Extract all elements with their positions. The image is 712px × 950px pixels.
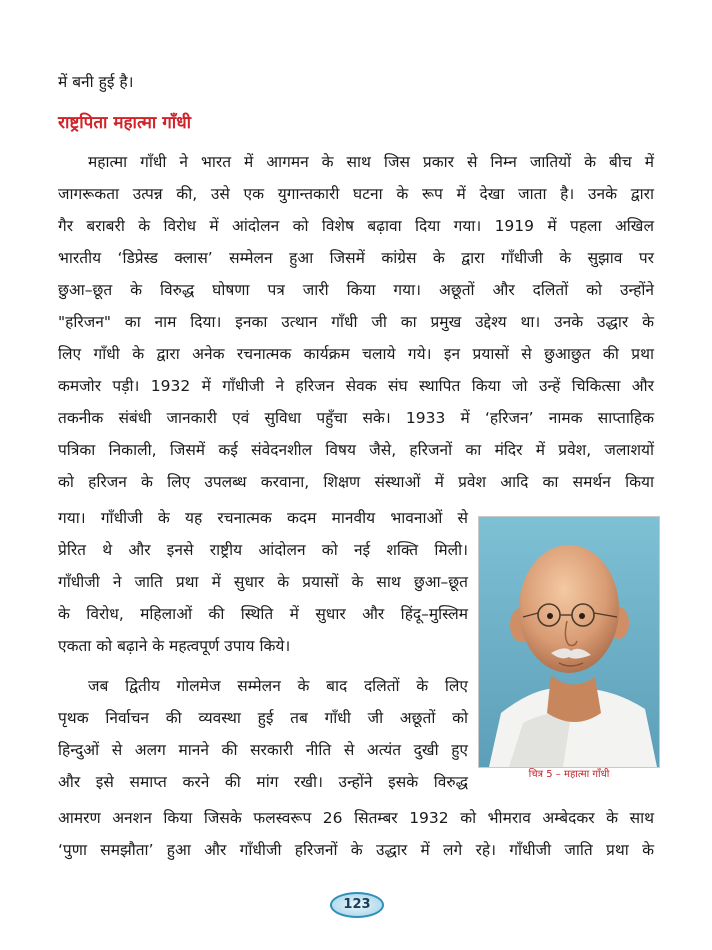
para2-line-5: आमरण अनशन किया जिसके फलस्वरूप 26 सितम्बर 1932 को भीमराव अम्बेदकर के साथ [58, 809, 654, 827]
intro-line: में बनी हुई है। [58, 73, 134, 91]
para2-line-4: और इसे समाप्त करने की मांग रखी। उन्होंने इसके विरुद्ध [58, 773, 468, 791]
para1-line-4: भारतीय ‘डिप्रेस्ड क्लास’ सम्मेलन हुआ जिसमें कांग्रेस के द्वारा गाँधीजी के सुझाव पर [58, 249, 654, 267]
page-number: 123 [343, 897, 371, 912]
para1-line-9: तकनीक संबंधी जानकारी एवं सुविधा पहुँचा सके। 1933 में ‘हरिजन’ नामक साप्ताहिक [58, 409, 654, 427]
gandhi-portrait-illustration [479, 517, 659, 767]
para1-line-7: लिए गाँधी के द्वारा अनेक रचनात्मक कार्यक्रम चलाये गये। इन प्रयासों से छुआछुत की प्रथा [58, 345, 654, 363]
para1-line-2: जागरूकता उत्पन्न की, उसे एक युगान्तकारी घटना के रूप में देखा जाता है। उनके द्वारा [58, 185, 654, 203]
para1-line-12: गया। गाँधीजी के यह रचनात्मक कदम मानवीय भावनाओं से [58, 509, 468, 527]
para1-line-5: छुआ–छूत के विरुद्ध घोषणा पत्र जारी किया गया। अछूतों और दलितों को उन्होंने [58, 281, 654, 299]
para1-line-3: गैर बराबरी के विरोध में आंदोलन को विशेष बढ़ावा दिया गया। 1919 में पहला अखिल [58, 217, 654, 235]
para2-line-1: जब द्वितीय गोलमेज सम्मेलन के बाद दलितों के लिए [88, 677, 468, 695]
para1-line-14: गाँधीजी ने जाति प्रथा में सुधार के प्रयासों के साथ छुआ–छूत [58, 573, 468, 591]
para2-line-6: ‘पुणा समझौता’ हुआ और गाँधीजी हरिजनों के उद्धार में लगे रहे। गाँधीजी जाति प्रथा के [58, 841, 654, 859]
para1-line-1: महात्मा गाँधी ने भारत में आगमन के साथ जिस प्रकार से निम्न जातियों के बीच में [88, 153, 654, 171]
para1-line-6: "हरिजन" का नाम दिया। इनका उत्थान गाँधी जी का प्रमुख उद्देश्य था। उनके उद्धार के [58, 313, 654, 331]
para1-line-13: प्रेरित थे और इनसे राष्ट्रीय आंदोलन को नई शक्ति मिली। [58, 541, 468, 559]
para2-line-3: हिन्दुओं से अलग मानने की सरकारी नीति से अत्यंत दुखी हुए [58, 741, 468, 759]
para1-line-15: के विरोध, महिलाओं की स्थिति में सुधार और हिंदू–मुस्लिम [58, 605, 468, 623]
para1-line-8: कमजोर पड़ी। 1932 में गाँधीजी ने हरिजन सेवक संघ स्थापित किया जो उन्हें चिकित्सा और [58, 377, 654, 395]
gandhi-portrait [478, 516, 660, 768]
para2-line-2: पृथक निर्वाचन की व्यवस्था हुई तब गाँधी जी अछूतों को [58, 709, 468, 727]
section-heading: राष्ट्रपिता महात्मा गाँधी [58, 113, 192, 133]
para1-line-10: पत्रिका निकाली, जिसमें कई संवेदनशील विषय जैसे, हरिजनों का मंदिर में प्रवेश, जलाशयों [58, 441, 654, 459]
page-number-badge [330, 892, 384, 918]
para1-line-16: एकता को बढ़ाने के महत्वपूर्ण उपाय किये। [58, 637, 291, 655]
para1-line-11: को हरिजन के लिए उपलब्ध करवाना, शिक्षण संस्थाओं में प्रवेश आदि का समर्थन किया [58, 473, 654, 491]
figure-caption: चित्र 5 – महात्मा गाँधी [528, 769, 610, 780]
